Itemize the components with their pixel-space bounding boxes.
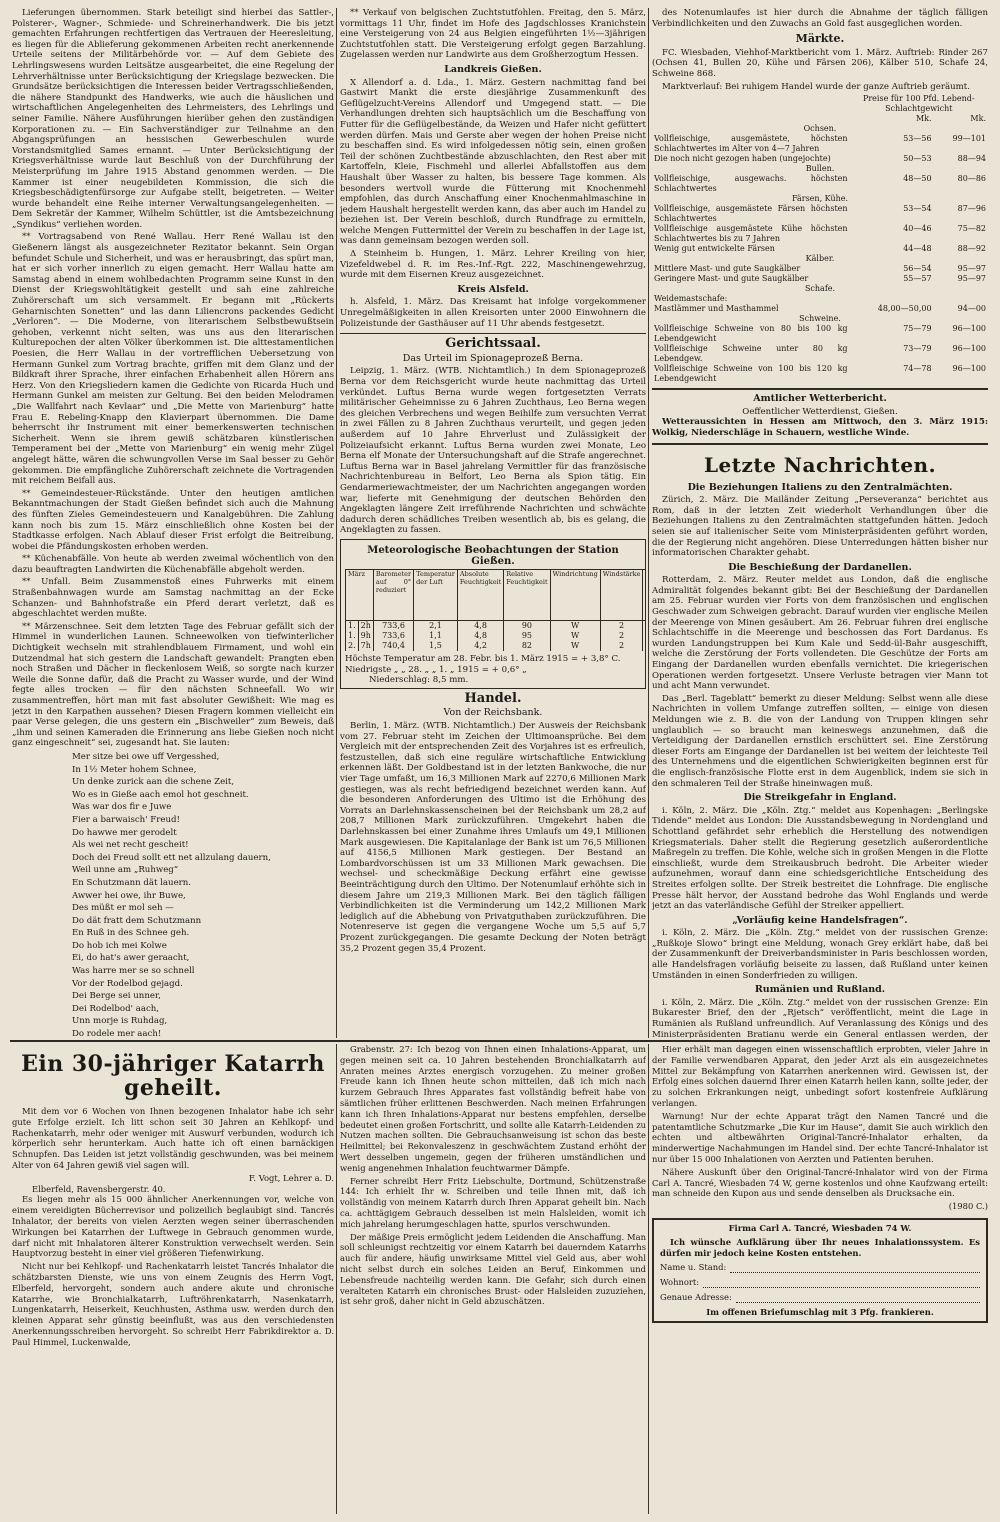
article-paragraph: ** Gemeindesteuer-Rückstände. Unter den heutigen amtlichen Bekanntmachungen der Stadt Gießen befindet sich auch die Mahnung des fünften Zieles Gemeindesteuern und Kanalgebühren. Die Zahlung kann noch bis zum 15. März einschließlich ohne Kosten bei der Stadtkasse erfolgen. Nach Ablauf dieser Frist erfolgt die Beitreibung, wobei die Pfändungskosten erhoben werden. — [12, 488, 334, 552]
weather-cell: 740,4 — [373, 641, 413, 651]
article-subheading: Von der Reichsbank. — [443, 707, 543, 719]
news-paragraph: Das „Berl. Tageblatt“ bemerkt zu dieser Meldung: Selbst wenn alle diese Nachrichten in vollem Umfange zutreffen sollten, — einige von diesen Meldungen wie z. B. die von der Landung von Truppen klingen sehr unglaublich — so braucht man keineswegs anzunehmen, daß die Verteidigung der Dardanellen ernstlich erschüttert sei. Eine Zerstörung dieser Forts am Eingange der Dardanellen ist bei weitem der leichteste Teil des Unternehmens und die eigentlichen Schwierigkeiten beginnen erst für die englisch-französische Flotte erst in dem Augenblick, indem sie sich in den schmaleren Teil der Straße hineinwagen muß. — [652, 693, 988, 789]
poem-line: Do hawwe mer gerodelt — [72, 827, 177, 838]
poem-line: Was war dos fir e Juwe — [72, 802, 172, 813]
price-group-row — [652, 254, 988, 264]
poem-line: Wo es in Gieße aach emol hot geschneit. — [72, 789, 249, 800]
news-paragraph: i. Köln, 2. März. Die „Köln. Ztg.“ meldet von der russischen Grenze: Ein Bukarester Brief, den der „Rjetsch“ veröffentlicht, meint die Lage in Rumänien als Rußland unfreundlich. Auf Veranlassung des Königs und des Ministerpräsidenten Bratianu werde ein General entlassen werden, der — [652, 997, 988, 1038]
poem-line: Do hob ich mei Kolwe — [72, 940, 167, 951]
weather-cell: 90 — [504, 621, 550, 632]
ad-place: Elberfeld, Ravensbergerstr. 40. — [32, 1183, 166, 1194]
news-heading: Rumänien und Rußland. — [754, 984, 886, 996]
price-value: 44—48 — [903, 244, 932, 254]
price-value: 96—100 — [952, 364, 986, 374]
price-group-label: Schafe. — [804, 284, 836, 294]
weather-cell: W — [550, 641, 600, 651]
weather-cell: 82 — [504, 641, 550, 651]
weather-column-header: Barometer auf 0° reduziert — [373, 570, 413, 621]
price-value: 94—00 — [957, 304, 986, 314]
ad-signature: F. Vogt, Lehrer a. D. — [248, 1172, 334, 1183]
article-paragraph: Δ Steinheim b. Hungen, 1. März. Lehrer Kreiling von hier, Vizefeldwebel d. R. im Res.-Inf.-Rgt. 222, Maschinengewehrzug, wurde mit dem Eisernen Kreuz ausgezeichnet. — [340, 249, 646, 281]
article-paragraph: h. Alsfeld, 1. März. Das Kreisamt hat infolge vorgekommener Unregelmäßigkeiten in allen Kreisorten unter 2000 Einwohnern die Polizeistunde der Gasthäuser auf 11 Uhr abends festgesetzt. — [340, 297, 646, 329]
price-row — [652, 344, 988, 364]
price-label: Vollfleischige Schweine von 80 bis 100 kg Lebendgewicht — [654, 324, 848, 344]
price-row — [652, 294, 988, 304]
poem-line: Was harre mer se so schnell — [72, 966, 195, 977]
price-value: 56—54 — [903, 264, 932, 274]
poem-line: Un denke zurick aan die schene Zeit, — [72, 777, 235, 788]
article-paragraph: X Allendorf a. d. Lda., 1. März. Gestern nachmittag fand bei Gastwirt Mankt die erste diesjährige Zusammenkunft des Geflügelzucht-Vereins Allendorf und Umgegend statt. — Die Verhandlungen drehten sich hauptsächlich um die Beschaffung von Futter für die Geflügelbestände, da Weizen und Hafer nicht gefüttert werden dürfen. Mais und Gerste aber wegen der hohen Preise nicht zu beschaffen sind. Es wird infolgedessen nötig sein, einen großen Teil der schönen Zuchtbestände abzuschlachten, den Rest aber mit Kartoffeln, Kleie, Fischmehl und allerlei Abfallstoffen aus dem Haushalt über Wasser zu halten, bis bessere Tage kommen. Als besonders wertvoll wurde die Fütterung mit Knochenmehl empfohlen, das durch Anschaffung einer Knochenmahlmaschine in jedem Haushalt hergestellt werden kann, das aber auch im Handel zu beziehen ist. Der Verein beschloß, durch Rundfrage zu ermitteln, welche Mengen Futtermittel der Verein zu beschaffen in der Lage ist, was dann gemeinsam bezogen werden soll. — [340, 77, 646, 247]
price-value: 48,00—50,00 — [877, 304, 932, 314]
price-group-label: Bullen. — [805, 164, 835, 174]
weather-cell — [643, 621, 646, 632]
weather-cell: 4,8 — [457, 631, 503, 641]
column-divider — [648, 1044, 649, 1514]
price-value: 80—86 — [957, 174, 986, 184]
article-paragraph: Lieferungen übernommen. Stark beteiligt sind hierbei das Sattler-, Polsterer-, Wagner-, Schmiede- und Schreinerhandwerk. Die bis jetzt gemachten Erfahrungen rechtfertigen das Vertrauen der Heeresleitung, es liegen für die Ablieferung gekommenen Arbeiten recht anerkennende Urteile seitens der Militärbehörde vor. — Auf dem Gebiete des Lehrlingswesens wurden Leitsätze ausgearbeitet, die eine Regelung der Lehrverhältnisse unter Berücksichtigung der Kriegslage bezwecken. Die Grundsätze berücksichtigen die Interessen beider Vertragsschließenden, die nähere Standpunkt des Handwerks, wie auch die häuslichen und wirtschaftlichen Angelegenheiten des Lehrmeisters, des Lehrlings und seiner Familie. Nähere Ausführungen hierüber gehen den zuständigen Korporationen zu. — Ein Sachverständiger zur Teilnahme an den Abgangsprüfungen an hessischen Gewerbeschulen wurde Vorstandsmitglied Sames ernannt. — Unter Berücksichtigung der Kriegsverhältnisse wurde laut Beschluß von der Durchführung der Meisterprüfung im Jahre 1915 Abstand genommen werden. — Die Kammer ist einer neugebildeten Kommission, die sich die Kriegsbeschädigtenfürsorge zur Aufgabe stellt, beigetreten. — Weiter wurde behandelt eine Reihe interner Verwaltungsangelegenheiten. — Dem Sekretär der Kammer, Wilhelm Schüttler, ist die Amtsbezeichnung „Syndikus“ verliehen worden. — [12, 8, 334, 230]
poem-line: Ei, do hat's awer geraacht, — [72, 953, 190, 964]
news-heading: Die Beziehungen Italiens zu den Zentralmächten. — [687, 481, 953, 493]
article-subheading: Das Urteil im Spionageprozeß Berna. — [402, 352, 584, 364]
news-paragraph: Zürich, 2. März. Die Mailänder Zeitung „Perseveranza“ berichtet aus Rom, daß in der letzten Zeit wiederholt Verhandlungen über die Beziehungen Italiens zu den Zentralmächten stattgefunden hätten. Jedoch seien sie auf italienischer Seite vom Ministerpräsidenten geführt worden, die der Regierung nicht angehören. Diese Unterredungen hätten bisher nur informatorischen Charakter gehabt. — [652, 495, 988, 559]
price-header-cell — [652, 94, 850, 114]
price-header-cell: Preise für 100 Pfd. Lebend- Schlachtgewicht — [862, 94, 975, 114]
price-row — [652, 304, 988, 314]
price-row — [652, 174, 988, 194]
section-heading: Amtlicher Wetterbericht. — [753, 393, 887, 405]
price-label: Mastlämmer und Masthammel — [654, 304, 779, 314]
price-value: 55—57 — [903, 274, 932, 284]
column-divider — [336, 1044, 337, 1514]
article-paragraph: Berlin, 1. März. (WTB. Nichtamtlich.) Der Ausweis der Reichsbank vom 27. Februar steht im Zeichen der Ultimoansprüche. Bei dem Vergleich mit der entsprechenden Zeit des Vorjahres ist es erfreulich, festzustellen, daß sich eine reguläre wirtschaftliche Entwicklung erkennen läßt. Der Goldbestand ist in der letzten Bankwoche, die nur vier Tage umfaßt, um 16,3 Millionen Mark auf 2270,6 Millionen Mark gestiegen, was als recht befriedigend bezeichnet werden kann. Auf die besonderen Anforderungen des Ultimo ist die Erhöhung des Vorrats an Darlehnskassenscheinen bei der Reichsbank um 28,2 auf 208,7 Millionen Mark zurückzuführen. Umgekehrt haben die Darlehnskassen bei einer Zunahme ihres Umlaufs um 49,1 Millionen Mark ausgewiesen. Die Kapitalanlage der Bank ist um 76,5 Millionen auf 4156,5 Millionen Mark gestiegen. Der Bestand an Lombardvorschüssen ist um 33 Millionen Mark gewachsen. Die wechsel- und scheckmäßige Deckung erfährt eine gewisse Beeinträchtigung durch den Ultimo. Der Notenumlauf erhöhte sich in diesem Jahre um 219,3 Millionen Mark. Bei den täglich fälligen Verbindlichkeiten ist die Verminderung um 142,2 Millionen Mark lediglich auf die Abhebung von Privatguthaben zurückzuführen. Die Notenreserve ist gegen die vergangene Woche um 5,5 auf 5,7 Prozent zurückgegangen. Die gesamte Deckung der Noten beträgt 35,2 Prozent gegen 35,4 Prozent. — [340, 721, 646, 954]
poem-line: Dei Rodelbod' aach, — [72, 1003, 160, 1014]
poem-line: Des müßt er mol seh — — [72, 903, 174, 914]
weather-column-header: Temperatur der Luft — [414, 570, 458, 621]
poem-line: Vor der Rodelbod gejagd. — [72, 978, 183, 989]
section-heading: Kreis Alsfeld. — [457, 283, 529, 295]
ad-paragraph: Der mäßige Preis ermöglicht jedem Leidenden die Anschaffung. Man soll schleunigst rechtzeitig vor einem Katarrh bei dauerndem Katarrhs auch für andere, häufig unwirksame Mittel viel Geld aus, aber wohl nicht selbst durch ein solches Leiden an Beruf, Einkommen und Lebensfreude nachteilig werden kann. Die Gefahr, sich durch einen veralteten Katarrh ein chronisches Brust- oder Halsleiden zuzuziehen, ist sehr groß, daher nicht in Geld abzuschätzen. — [340, 1231, 646, 1307]
article-paragraph: FC. Wiesbaden, Viehhof-Marktbericht vom 1. März. Auftrieb: Rinder 267 (Ochsen 41, Bullen 20, Kühe und Färsen 206), Kälber 510, Schafe 24, Schweine 868. — [652, 47, 988, 79]
article-paragraph: Marktverlauf: Bei ruhigem Handel wurde der ganze Auftrieb geräumt. — [662, 81, 970, 92]
ad-code: (1980 C.) — [948, 1201, 988, 1212]
section-heading: Handel. — [464, 690, 522, 706]
max-temperature: Höchste Temperatur am 28. Febr. bis 1. März 1915 = + 3,8° C. — [345, 654, 621, 665]
section-heading: Märkte. — [795, 32, 845, 46]
weather-cell: 2 — [600, 641, 643, 651]
field-label: Name u. Stand: — [660, 1262, 727, 1273]
weather-cell: W — [550, 621, 600, 632]
weather-cell: 2,1 — [414, 621, 458, 632]
article-paragraph: ** Küchenabfälle. Von heute ab werden zweimal wöchentlich von den dazu beauftragten Landwirten die Küchenabfälle abgeholt werden. — [12, 554, 334, 575]
price-group-label: Kälber. — [805, 254, 835, 264]
weather-cell: 2. — [346, 641, 359, 651]
price-label: Vollfleischige Schweine unter 80 kg Lebendgew. — [654, 344, 848, 364]
poem-line: Unn morje is Ruhdag, — [72, 1016, 168, 1027]
price-group-label: Schweine. — [799, 314, 841, 324]
poem-line: En Schutzmann dät lauern. — [72, 877, 192, 888]
weather-cell — [643, 631, 646, 641]
price-value: 95—97 — [957, 264, 986, 274]
ad-paragraph: Nicht nur bei Kehlkopf- und Rachenkatarrh leistet Tancrés Inhalator die schätzbarsten Dienste, wie uns von einem Zeugnis des Herrn Vogt, Elberfeld, hervorgeht, sondern auch andere akute und chronische Katarrhe, wie Bronchialkatarrh, Luftröhrenkatarrh, Nasenkatarrh, Lungenkatarrh, Heiserkeit, Keuchhusten, Asthma usw. werden durch den kleinen Apparat sehr günstig beeinflußt, was aus den verschiedensten Anerkennungsschreiben hervorgeht. So schreibt Herr Fabrikdirektor a. D. Paul Himmel, Luckenwalde, — [12, 1261, 334, 1347]
ad-paragraph: Warnung! Nur der echte Apparat trägt den Namen Tancré und die patentamtliche Schutzmarke „Die Kur im Hause“, damit Sie auch wirklich den echten und altbewährten Original-Tancré-Inhalator erhalten, da minderwertige Nachahmungen im Handel sind. Der echte Tancré-Inhalator ist nur über 15 000 Inhalationen von Aerzten und Patienten beruhen. — [652, 1110, 988, 1164]
price-row — [652, 154, 988, 164]
price-label: Wenig gut entwickelte Färsen — [654, 244, 775, 254]
news-heading: „Vorläufig keine Handelsfragen“. — [732, 914, 908, 926]
price-row — [652, 134, 988, 154]
price-unit-cell: Mk. — [915, 114, 932, 124]
article-paragraph: ** Verkauf von belgischen Zuchtstutfohlen. Freitag, den 5. März, vormittags 11 Uhr, findet im Hofe des Jagdschlosses Kranichstein eine Versteigerung von 24 aus Belgien eingeführten 1½—3jährigen Zuchtstutfohlen statt. Die Versteigerung erfolgt gegen Barzahlung. Zugelassen werden nur Landwirte aus dem Großherzogtum Hessen. — [340, 8, 646, 61]
price-row — [652, 244, 988, 254]
price-unit-row — [652, 114, 988, 124]
price-value: 75—79 — [903, 324, 932, 334]
price-unit-cell: Mk. — [970, 114, 986, 124]
ad-paragraph: Nähere Auskunft über den Original-Tancré-Inhalator wird von der Firma Carl A. Tancré, Wiesbaden 74 W, gerne kostenlos und ohne Kaufzwang erteilt: man schneide den Kupon aus und sende denselben als Drucksache ein. — [652, 1166, 988, 1199]
coupon-address-field[interactable] — [660, 1292, 980, 1303]
ad-paragraph: Ferner schreibt Herr Fritz Liebschulte, Dortmund, Schützenstraße 144: Ich erhielt Ihr w. Schreiben und teile Ihnen mit, daß ich vollständig von meinem Katarrh durch Ihren Apparat geheilt bin. Nach ca. achttägigem Gebrauch desselben ist mein Halsleiden, womit ich mich jahrelang herumgeschlagen hatte, spurlos verschwunden. — [340, 1175, 646, 1229]
coupon-footer: Im offenen Briefumschlag mit 3 Pfg. frankieren. — [706, 1306, 934, 1317]
weather-service: Oeffentlicher Wetterdienst, Gießen. — [742, 406, 898, 417]
price-label: Vollfleischige, ausgemästete Färsen höchsten Schlachtwertes — [654, 204, 848, 224]
poem-line: Weil unne am „Ruhweg“ — [72, 865, 179, 876]
price-value: 53—54 — [903, 204, 932, 214]
price-group-label: Ochsen. — [803, 124, 837, 134]
latest-news-heading: Letzte Nachrichten. — [703, 452, 937, 477]
weather-cell: 4,2 — [457, 641, 503, 651]
price-row — [652, 204, 988, 224]
column-3 — [652, 8, 988, 1038]
ad-paragraph: Es liegen mehr als 15 000 ähnlicher Anerkennungen vor, welche von einem vereidigten Bücherrevisor und polizeilich beglaubigt sind. Tancrés Inhalator, der bereits von vielen Aerzten wegen seiner überraschenden Wirkungen bei Katarrhen der Luftwege in Gebrauch genommen wurde, darf nicht mit Inhalatoren älterer Konstruktion verwechselt werden. Sein Hauptvorzug besteht in einer viel größeren Tiefenwirkung. — [12, 1194, 334, 1259]
coupon-town-field[interactable] — [660, 1277, 980, 1288]
price-label: Die noch nicht gezogen haben (ungejochte) — [654, 154, 831, 164]
poem-line: Dei Berge sei unner, — [72, 991, 161, 1002]
weather-cell: 2h — [358, 621, 373, 632]
price-header-row — [652, 94, 988, 114]
price-value — [850, 294, 934, 304]
ad-title: Ein 30-jähriger Katarrh geheilt. — [21, 1051, 325, 1101]
poem-line: Mer sitze bei owe uff Vergesshed, — [72, 751, 220, 762]
article-paragraph: Leipzig, 1. März. (WTB. Nichtamtlich.) In dem Spionageprozeß Berna vor dem Reichsgericht wurde heute nachmittag das Urteil verkündet. Luftus Berna wurde wegen fortgesetzten Verrats militärischer Geheimnisse zu 6 Jahren Zuchthaus, Leo Berna wegen des gleichen Verbrechens und wegen Beihilfe zum versuchten Verrat in zwei Fällen zu 8 Jahren Zuchthaus verurteilt, und gegen jeden außerdem auf 10 Jahre Ehrverlust und Zulässigkeit der Polizeiaufsicht erkannt. Luftus Berna wurden zwei Monate, Leo Berna elf Monate der Untersuchungshaft auf die Strafe angerechnet. Luftus Berna war in Basel jahrelang Vermittler für das französische Nachrichtenbureau in Belfort, Leo Berna als Spion tätig. Ein Gendarmeriewachtmeister, der um Nachrichten angegangen worden war, lieferte mit Genehmigung der deutschen Behörden den Angeklagten längere Zeit irreführende Nachrichten und schwächte dadurch deren schädliches Treiben wesentlich ab, bis es gelang, die Angeklagten zu fassen. — [340, 366, 646, 536]
price-label: Geringere Mast- und gute Saugkälber — [654, 274, 809, 284]
weather-column-header — [643, 570, 646, 621]
price-row — [652, 324, 988, 344]
ad-paragraph: Grabenstr. 27: Ich bezog von Ihnen einen Inhalations-Apparat, um gegen meinen seit ca. 10 Jahren bestehenden Bronchialkatarrh auf Anraten meines Arztes energisch vorzugehen. Zu meiner großen Freude kann ich Ihnen heute schon mitteilen, daß ich mich nach kurzem Gebrauch Ihres Apparates fast vollständig befreit habe von sämtlichen früher erlittenen Beschwerden. Nach meinen Erfahrungen kann ich Ihren Inhalations-Apparat nur bestens empfehlen, derselbe bedeutet einen großen Fortschritt, und sollte alle Katarrh-Leidenden zu Nutzen machen sollten. Die Gebrauchsanweisung ist schon das beste Heilmittel; bei Rekonvaleszenz in geschwächtem Zustand erhöht der Wert desselben ungemein, gegen der früheren umständlichen und wenig angenehmen Inhalation feuchtwarmer Dämpfe. — [340, 1044, 646, 1173]
poem-line: En Ruß in des Schnee geh. — [72, 928, 190, 939]
field-label: Genaue Adresse: — [660, 1291, 732, 1302]
price-value: 88—92 — [957, 244, 986, 254]
article-paragraph: ** Märzenschnee. Seit dem letzten Tage des Februar gefällt sich der Himmel in wunderlichen Launen. Schneewolken von tiefwinterlicher Dichtigkeit wechseln mit strahlendblauem Firmament, und wohl ein Dutzendmal hat sich gestern die Landschaft gewandelt: Prangten eben noch Straßen und Dächer in fleckenlosem Weiß, so sorgte nach kurzer Weile die Sonne dafür, daß die Pracht zu Wasser wurde, und der Wind fegte alles trocken — für den nächsten Schneefall. Wo wir zusammentreffen, hört man mit fast absoluter Gewißheit: Wie mag es jetzt in den Karpathen aussehen? Diesen Fragern kommen vielleicht ein paar Verse gelegen, die uns gestern ein „Bischweiler“ zum Beweis, daß „ihm und seinen Kameraden die Erinnerung ans liebe Gießen noch nicht ganz eingeschneit“ sei, zugesandt hat. Sie lauten: — [12, 621, 334, 749]
weather-cell: 733,6 — [373, 631, 413, 641]
section-heading: Meteorologische Beobachtungen der Station Gießen. — [367, 544, 619, 567]
price-value: 50—53 — [903, 154, 932, 164]
column-divider — [648, 8, 649, 1038]
column-1 — [12, 8, 334, 1038]
weather-row — [346, 621, 647, 632]
weather-cell: 9h — [358, 631, 373, 641]
weather-cell: 1. — [346, 631, 359, 641]
order-coupon[interactable] — [652, 1218, 988, 1323]
price-group-row — [652, 124, 988, 134]
article-paragraph: des Notenumlaufes ist hier durch die Abnahme der täglich fälligen Verbindlichkeiten und den Zuwachs an Gold fast ausgeglichen worden. — [652, 8, 988, 29]
price-label: Vollfleischige Schweine von 100 bis 120 kg Lebendgewicht — [654, 364, 848, 384]
weather-forecast: Wetteraussichten in Hessen am Mittwoch, den 3. März 1915: Wolkig, Niederschläge in Schauern, westliche Winde. — [652, 417, 988, 438]
advertisement-column-1 — [12, 1044, 334, 1514]
price-value: 40—46 — [903, 224, 932, 234]
price-value — [934, 294, 988, 304]
ad-divider — [10, 1040, 990, 1042]
min-temperature: Niedrigste „ „ 28. „ „ 1. „ 1915 = + 0,6° „ — [345, 664, 527, 675]
field-label: Wohnort: — [660, 1277, 700, 1288]
poem-line: Fier a barwaisch' Freud! — [72, 814, 180, 825]
price-value: 73—79 — [903, 344, 932, 354]
weather-cell — [643, 641, 646, 651]
column-2 — [340, 8, 646, 1038]
precipitation: Niederschlag: 8,5 mm. — [369, 675, 469, 686]
weather-cell: 7h — [358, 641, 373, 651]
article-paragraph: ** Vortragsabend von René Wallau. Herr René Wallau ist den Gießenern längst als ausgezeichneter Rezitator bekannt. Sein Organ befundet Schule und Sicherheit, und was er herausbringt, das spürt man, hat er sich vorher innerlich zu eigen gemacht. Herr Wallau hatte am Samstag abend in einem wohlbedachten Programm seine Kunst in den Dienst der Kriegswohltätigkeit gestellt und sah eine zahlreiche Zuhörerschaft um sich versammelt. Er begann mit „Rückerts Geharnischten Sonetten“ und las dann Liliencrons packendes Gedicht „Verloren“. — Die Moderne, von literarischem Selbstbewußtsein gehoben, verkennt nicht selten, was uns aus den literarischen Kulturepochen der alten Völker überkommen ist. Die alttestamentlichen Poesien, die Herr Wallau in der vortrefflichen Uebersetzung von Hermann Gunkel zum Vortrag brachte, griffen mit dem Glanz und der Bildkraft ihrer Sprache, ihrer einfachen Erhabenheit allen Hörern ans Herz. Von den Kriegsliedern kamen die Gedichte von Ricarda Huch und Hermann Gunkel am meisten zur Geltung. Bei den beiden Melodramen „Die Wallfahrt nach Kevlaar“ und „Die Mette von Marienburg“ hatte Frau E. Rebeling-Knapp den Klavierpart übernommen. Die Dame beherrscht ihr Instrument mit einer bemerkenswerten technischen Sicherheit. Wenn sie ihrem gewiß schätzbaren künstlerischen Temperament bei der „Mette von Marienburg“ ein wenig mehr Zügel angelegt hätte, wären die schwungvollen Verse im Saal besser zu Gehör gekommen. Die empfängliche Zuhörerschaft zeichnete die Vortragenden mit reichem Beifall aus. — [12, 232, 334, 487]
price-label: Weidemastschafe: — [654, 294, 728, 304]
poem-line: Do rodele mer aach! — [72, 1029, 162, 1038]
price-value: 96—100 — [952, 344, 986, 354]
price-unit-cell — [652, 114, 850, 124]
section-heading: Landkreis Gießen. — [444, 63, 542, 75]
section-heading: Gerichtssaal. — [445, 336, 541, 352]
price-label: Vollfleischige, ausgemästete, höchsten Schlachtwertes im Alter von 4—7 Jahren — [654, 134, 848, 154]
news-paragraph: i. Köln, 2. März. Die „Köln. Ztg.“ meldet aus Kopenhagen: „Berlingske Tidende“ meldet aus London: Die Ausstandsbewegung in Nordengland und Schottland gefährdet sehr erheblich die Herstellung des notwendigen Kriegsmaterials. Daher stellt die Regierung gesetzlich außerordentliche Maßregeln zu treffen. Die Kohle, welche sich in großen Mengen in die Flotte einschließt, wurde dem Streikausbruch bedroht. Die Arbeiter wieder aufzunehmen, worauf dann eine schiedsgerichtliche Entscheidung des Streites erfolgen sollte. Der Streik bestreitet die Lohnfrage. Die englische Presse hält hervor, der Ausstand bedrohe das Wohl Englands und werde jetzt an das vaterländische Gefühl der Streiker appelliert. — [652, 805, 988, 912]
price-value: 99—101 — [952, 134, 986, 144]
price-value: 95—97 — [957, 274, 986, 284]
price-value: 96—100 — [952, 324, 986, 334]
weather-cell: 2 — [600, 631, 643, 641]
weather-cell: 1. — [346, 621, 359, 632]
weather-cell: 4,8 — [457, 621, 503, 632]
article-paragraph: ** Unfall. Beim Zusammenstoß eines Fuhrwerks mit einem Straßenbahnwagen wurde am Samstag nachmittag an der Ecke Schanzen- und Bahnhofstraße ein Pferd derart verletzt, daß es abgeschlachtet werden mußte. — [12, 577, 334, 620]
price-group-label: Färsen, Kühe. — [791, 194, 849, 204]
ad-paragraph: Mit dem vor 6 Wochen von Ihnen bezogenen Inhalator habe ich sehr gute Erfolge erzielt. Ich litt schon seit 30 Jahren an Kehlkopf- und Rachenkatarrh, mehr oder weniger mit Auswurf verbunden, wodurch ich körperlich sehr herunterkam. Auch hatte ich oft einen barnäckigen Schnupfen. Das Leiden ist jetzt vollständig geschwunden, was bei meinem Alter von 64 Jahren gewiß viel sagen will. — [12, 1106, 334, 1170]
price-label: Mittlere Mast- und gute Saugkälber — [654, 264, 801, 274]
coupon-text: Ich wünsche Aufklärung über Ihr neues Inhalationssystem. Es dürfen mir jedoch keine Kosten entstehen. — [660, 1236, 980, 1258]
price-row — [652, 264, 988, 274]
price-value: 75—82 — [957, 224, 986, 234]
weather-cell: 95 — [504, 631, 550, 641]
weather-column-header: Windrichtung — [550, 570, 600, 621]
price-label: Vollfleischige, ausgewachs. höchsten Schlachtwertes — [654, 174, 848, 194]
news-heading: Die Streikgefahr in England. — [743, 792, 897, 804]
poem-line: Do dät fratt dem Schutzmann — [72, 915, 202, 926]
price-group-row — [652, 194, 988, 204]
news-heading: Die Beschießung der Dardanellen. — [728, 561, 912, 573]
weather-cell: 1,5 — [414, 641, 458, 651]
poem — [12, 751, 334, 1038]
price-table — [652, 94, 988, 384]
weather-cell: W — [550, 631, 600, 641]
price-value: 88—94 — [957, 154, 986, 164]
weather-column-header: Windstärke — [600, 570, 643, 621]
price-group-row — [652, 164, 988, 174]
coupon-name-field[interactable] — [660, 1262, 980, 1273]
ad-paragraph: Hier erhält man dagegen einen wissenschaftlich erprobten, vieler Jahre in der Familie verwendbaren Apparat, den jeder Arzt als ein ausgezeichnetes Mittel zur Bekämpfung von Katarrhen anerkennen wird. Gewissen ist, der Erfolg eines solchen dauernd Ihrer einen Katarrh heilen kann, sollte jeder, der zu solchen Erkrankungen neigt, unbedingt sofort kostenfreie Aufklärung verlangen. — [652, 1044, 988, 1108]
weather-table — [345, 569, 646, 651]
weather-column-header: Absolute Feuchtigkeit — [457, 570, 503, 621]
weather-cell: 1,1 — [414, 631, 458, 641]
weather-row — [346, 631, 647, 641]
price-group-row — [652, 284, 988, 294]
poem-line: Awwer hei owe, ihr Buwe, — [72, 890, 186, 901]
weather-observations — [340, 539, 646, 689]
news-paragraph: Rotterdam, 2. März. Reuter meldet aus London, daß die englische Admiralität folgendes bekannt gibt: Bei der Beschießung der Dardanellen am 25. Februar wurden vier Forts von dem französischen und englischen Geschwader zum Schweigen gebracht. Darauf wurden vier englische Meilen der Meerenge von Minen gesäubert. Am 26. Februar fuhren drei englische Schlachtschiffe in die Meerenge und beschossen das Fort Dardanus. Es wurden Landungstruppen bei Kum Kale und Sedd-ül-Bahr ausgeschifft, welche die Zerstörung der Forts vollendeten. Die Geschütze der Forts am Eingang der Dardanellen wurden ebenfalls vernichtet. Die kriegerischen Operationen werden fortgesetzt. Unsere Verluste betragen vier Mann tot und acht Mann verwundet. — [652, 575, 988, 692]
price-value: 53—56 — [903, 134, 932, 144]
news-paragraph: i. Köln, 2. März. Die „Köln. Ztg.“ meldet von der russischen Grenze: „Rußkoje Slowo“ bringt eine Meldung, wonach Grey erklärt habe, daß bei der Zusammenkunft der Dreiverbandsminister in Paris beschlossen worden, alle Handelsfragen vorläufig beiseite zu lassen, daß Rußland unter keinen Umständen in einen Sonderfrieden zu willigen. — [652, 928, 988, 981]
weather-column-header: Relative Feuchtigkeit — [504, 570, 550, 621]
weather-column-header: März — [346, 570, 374, 621]
poem-line: In 1½ Meter hohem Schnee, — [72, 764, 197, 775]
price-value: 74—78 — [903, 364, 932, 374]
price-row — [652, 224, 988, 244]
price-value: 48—50 — [903, 174, 932, 184]
coupon-firm: Firma Carl A. Tancré, Wiesbaden 74 W. — [728, 1222, 912, 1233]
advertisement-column-3 — [652, 1044, 988, 1514]
price-group-row — [652, 314, 988, 324]
price-label: Vollfleischige ausgemästete Kühe höchsten Schlachtwertes bis zu 7 Jahren — [654, 224, 848, 244]
price-row — [652, 364, 988, 384]
weather-row — [346, 641, 647, 651]
price-row — [652, 274, 988, 284]
weather-cell: 733,6 — [373, 621, 413, 632]
poem-line: Doch dei Freud sollt ett net allzulang dauern, — [72, 852, 271, 863]
poem-line: Als wei net recht gescheit! — [72, 840, 189, 851]
column-divider — [336, 8, 337, 1038]
price-value: 87—96 — [957, 204, 986, 214]
weather-cell: 2 — [600, 621, 643, 632]
advertisement-column-2 — [340, 1044, 646, 1514]
